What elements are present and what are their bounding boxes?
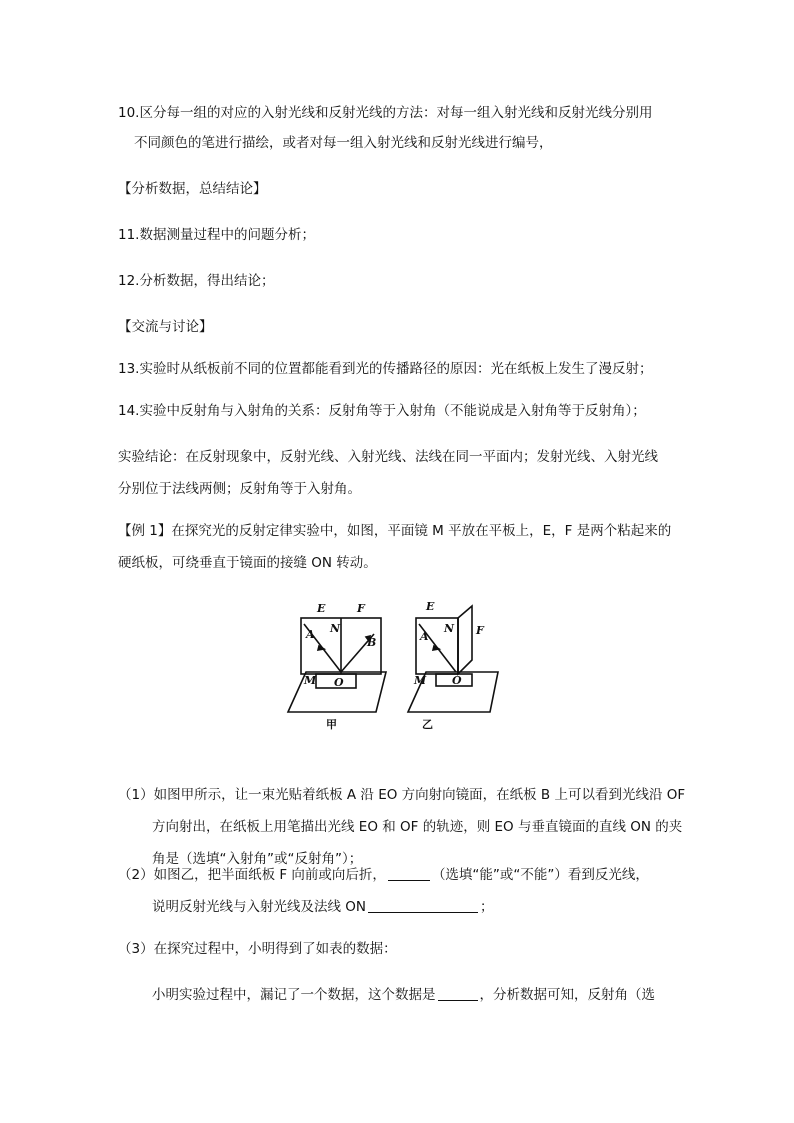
section-heading-discussion: 【交流与讨论】 xyxy=(118,319,213,335)
paragraph-13: 13.实验时从纸板前不同的位置都能看到光的传播路径的原因：光在纸板上发生了漫反射； xyxy=(118,361,653,377)
paper-board-right-F-folded xyxy=(458,606,472,674)
question-3-line2 xyxy=(152,986,655,1004)
question-3b-prefix: 小明实验过程中，漏记了一个数据，这个数据是 xyxy=(152,987,436,1003)
question-2b-prefix: 说明反射光线与入射光线及法线 ON xyxy=(152,899,367,915)
question-1-line1: （1）如图甲所示，让一束光贴着纸板 A 沿 EO 方向射向镜面，在纸板 B 上可以看到光线沿 OF xyxy=(118,787,686,803)
label-right-F: F xyxy=(476,624,484,637)
example-1-line1: 【例 1】在探究光的反射定律实验中，如图，平面镜 M 平放在平板上，E，F 是两个粘起来的 xyxy=(118,523,672,539)
label-left-O: O xyxy=(334,676,344,689)
label-left-A: A xyxy=(306,628,315,641)
paragraph-11: 11.数据测量过程中的问题分析； xyxy=(118,227,315,243)
question-3b-suffix: ，分析数据可知，反射角（选 xyxy=(479,987,655,1003)
question-2-suffix: （选填“能”或“不能”）看到反光线， xyxy=(431,867,649,883)
caption-right: 乙 xyxy=(422,718,433,731)
caption-left: 甲 xyxy=(326,718,337,731)
question-2b-suffix: ； xyxy=(480,899,494,915)
answer-blank-2b[interactable] xyxy=(368,898,478,913)
reflection-experiment-figure xyxy=(286,594,508,734)
label-left-M: M xyxy=(304,674,317,687)
section-heading-analysis: 【分析数据，总结结论】 xyxy=(118,181,267,197)
label-left-E: E xyxy=(317,602,326,615)
paragraph-14: 14.实验中反射角与入射角的关系：反射角等于入射角（不能说成是入射角等于反射角）； xyxy=(118,403,646,419)
label-right-N: N xyxy=(444,622,455,635)
paragraph-12: 12.分析数据，得出结论； xyxy=(118,273,275,289)
example-1-line2: 硬纸板，可绕垂直于镜面的接缝 ON 转动。 xyxy=(118,555,377,571)
paragraph-10-line2: 不同颜色的笔进行描绘，或者对每一组入射光线和反射光线进行编号， xyxy=(134,135,553,151)
conclusion-line1: 实验结论：在反射现象中，反射光线、入射光线、法线在同一平面内；发射光线、入射光线 xyxy=(118,449,658,465)
label-right-A: A xyxy=(420,630,429,643)
label-left-F: F xyxy=(357,602,365,615)
paragraph-10-line1: 10.区分每一组的对应的入射光线和反射光线的方法：对每一组入射光线和反射光线分别用 xyxy=(118,105,653,121)
label-left-B: B xyxy=(367,636,377,649)
question-1-line3: 角是（选填“入射角”或“反射角”）； xyxy=(152,851,363,867)
question-2-line1 xyxy=(118,866,649,884)
answer-blank-2a[interactable] xyxy=(388,866,430,881)
label-right-E: E xyxy=(426,600,435,613)
incident-arrow-left xyxy=(318,646,324,650)
question-2-prefix: （2）如图乙，把半面纸板 F 向前或向后折， xyxy=(118,867,386,883)
answer-blank-3[interactable] xyxy=(438,986,478,1001)
figure-svg xyxy=(286,594,508,734)
label-right-M: M xyxy=(414,674,427,687)
incident-arrow-right xyxy=(433,646,439,650)
label-left-N: N xyxy=(330,622,341,635)
question-2-line2 xyxy=(152,898,494,916)
label-right-O: O xyxy=(452,674,462,687)
question-3-line1: （3）在探究过程中，小明得到了如表的数据： xyxy=(118,941,397,957)
conclusion-line2: 分别位于法线两侧；反射角等于入射角。 xyxy=(118,481,361,497)
question-1-line2: 方向射出，在纸板上用笔描出光线 EO 和 OF 的轨迹，则 EO 与垂直镜面的直线 ON 的夹 xyxy=(152,819,683,835)
